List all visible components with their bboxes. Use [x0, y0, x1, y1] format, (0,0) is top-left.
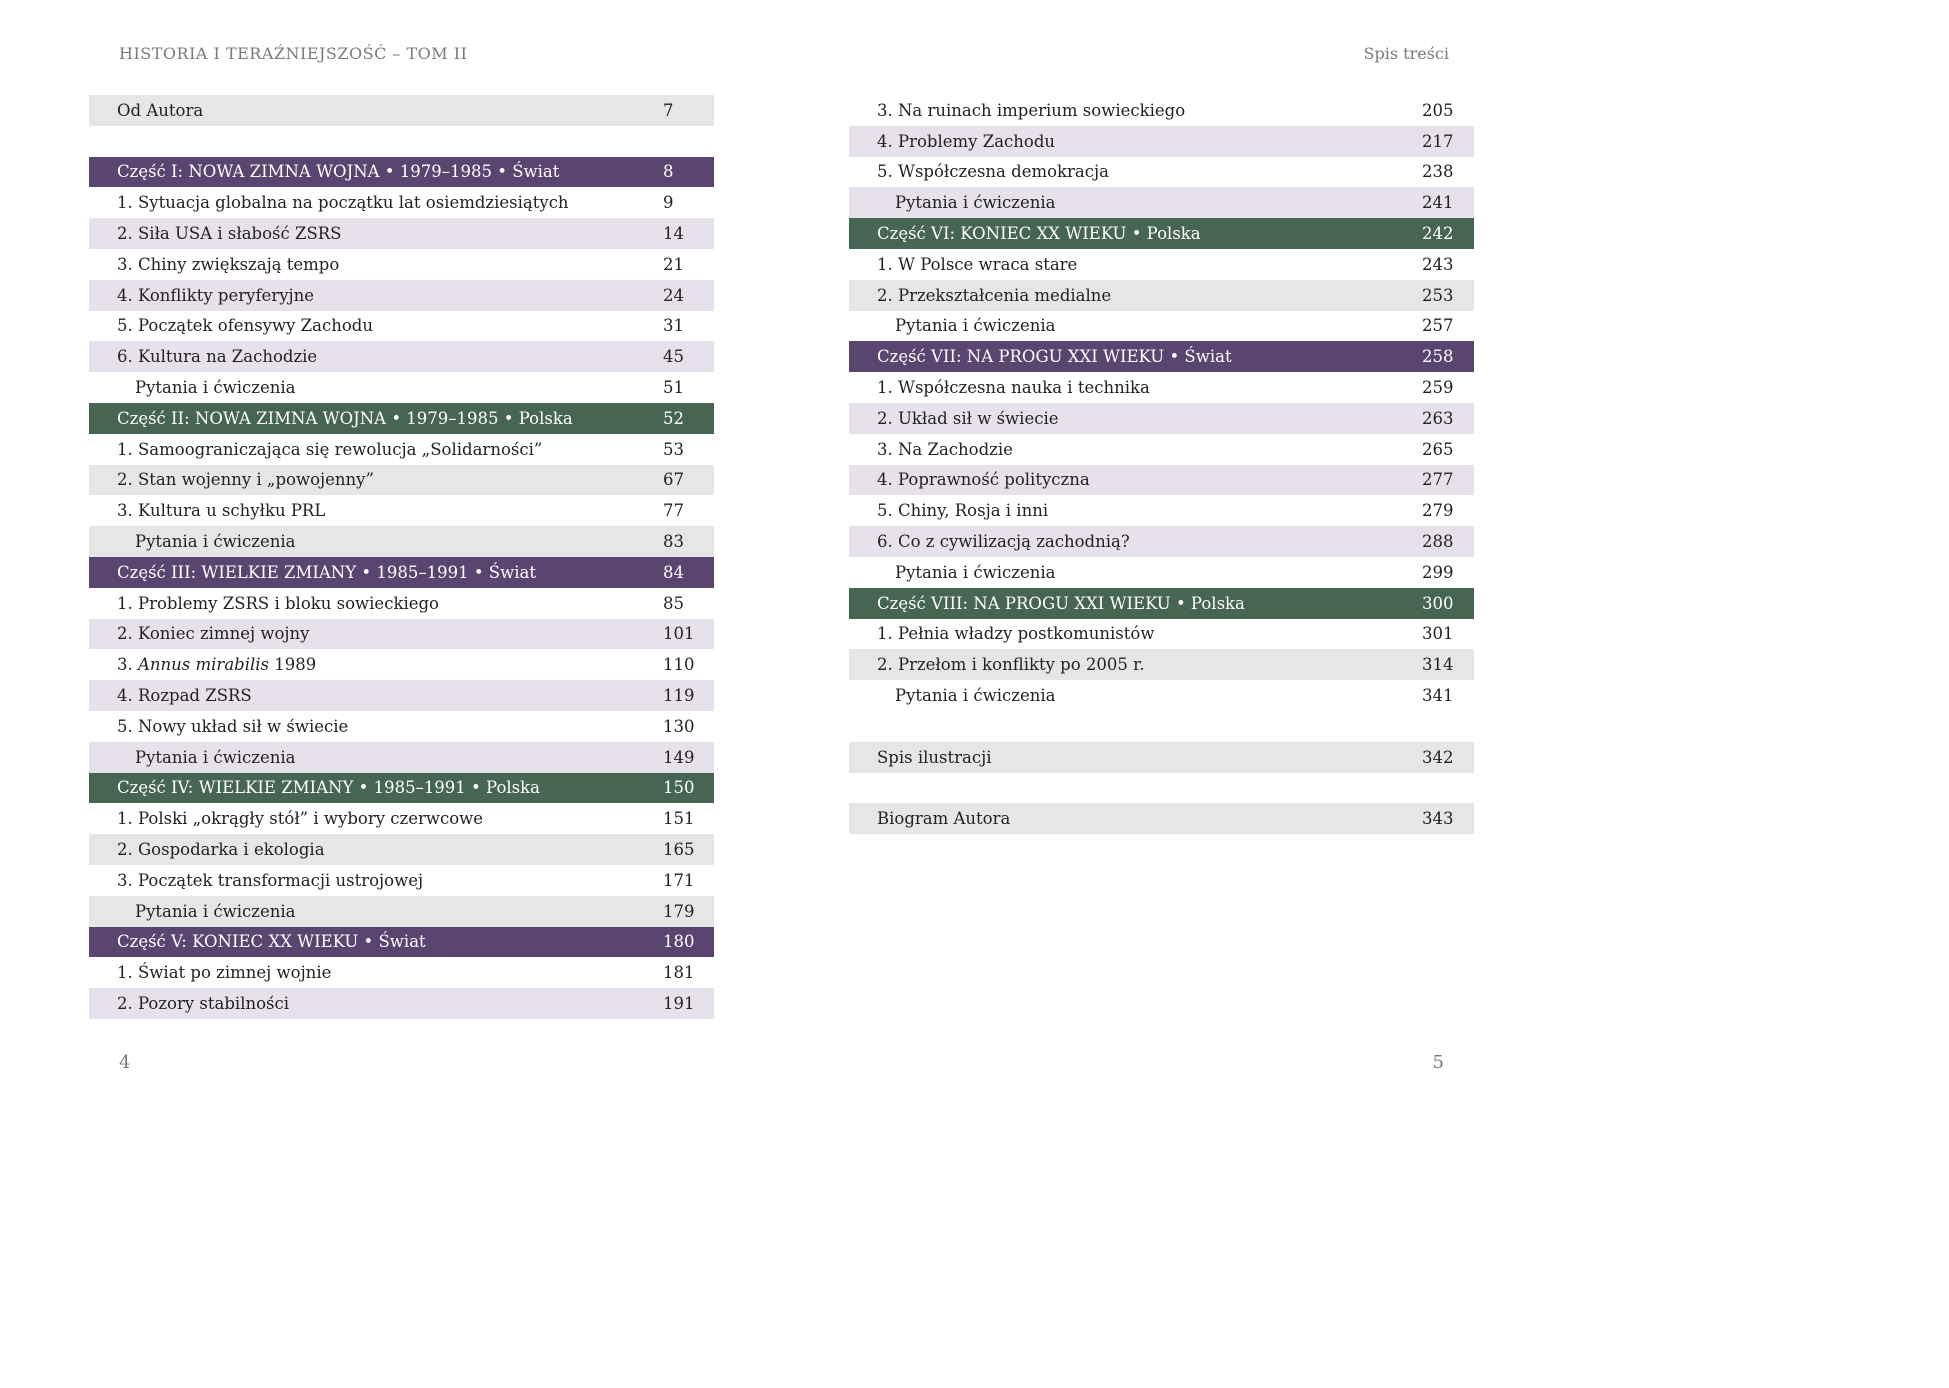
toc-entry-page: 77 [663, 501, 684, 521]
toc-entry-page: 205 [1422, 100, 1454, 120]
toc-entry-page: 238 [1422, 162, 1454, 182]
toc-entry[interactable] [89, 311, 714, 342]
toc-entry-title: 5. Początek ofensywy Zachodu [117, 316, 373, 336]
toc-entry-title: 6. Kultura na Zachodzie [117, 347, 318, 367]
toc-entry[interactable] [89, 95, 714, 126]
toc-entry[interactable] [89, 957, 714, 988]
toc-entry-title: 2. Gospodarka i ekologia [117, 840, 325, 860]
toc-entry-title: Część V: KONIEC XX WIEKU • Świat [117, 932, 426, 952]
toc-entry-title: Pytania i ćwiczenia [895, 193, 1056, 213]
toc-entry-title: Biogram Autora [877, 809, 1011, 829]
toc-part-heading[interactable] [89, 773, 714, 804]
toc-entry-title: 5. Chiny, Rosja i inni [877, 501, 1049, 521]
toc-entry-title: 3. Na ruinach imperium sowieckiego [877, 100, 1186, 120]
toc-entry[interactable] [89, 249, 714, 280]
toc-entry-title: 3. Na Zachodzie [877, 439, 1013, 459]
toc-entry-page: 84 [663, 562, 684, 582]
toc-entry[interactable] [89, 280, 714, 311]
toc-entry-page: 342 [1422, 747, 1454, 767]
toc-entry-page: 53 [663, 439, 684, 459]
toc-entry-title: 2. Stan wojenny i „powojenny” [117, 470, 374, 490]
toc-exercises-entry[interactable] [849, 680, 1474, 711]
toc-exercises-entry[interactable] [89, 526, 714, 557]
toc-entry[interactable] [89, 465, 714, 496]
toc-entry[interactable] [849, 372, 1474, 403]
toc-entry-title: Pytania i ćwiczenia [895, 686, 1056, 706]
toc-entry-page: 299 [1422, 562, 1454, 582]
toc-entry-title: 4. Problemy Zachodu [877, 131, 1056, 151]
toc-entry[interactable] [89, 588, 714, 619]
toc-entry-page: 258 [1422, 347, 1454, 367]
toc-entry[interactable] [89, 680, 714, 711]
toc-entry-page: 110 [663, 655, 695, 675]
toc-entry-page: 301 [1422, 624, 1454, 644]
page-number-left: 4 [119, 1052, 131, 1073]
toc-entry-page: 265 [1422, 439, 1454, 459]
toc-exercises-entry[interactable] [849, 557, 1474, 588]
toc-entry-page: 101 [663, 624, 695, 644]
toc-entry[interactable] [849, 803, 1474, 834]
toc-entry-title: Część I: NOWA ZIMNA WOJNA • 1979–1985 • Świat [117, 162, 560, 182]
toc-entry-page: 243 [1422, 254, 1454, 274]
toc-entry-page: 343 [1422, 809, 1454, 829]
toc-entry-page: 259 [1422, 378, 1454, 398]
toc-part-heading[interactable] [89, 557, 714, 588]
toc-entry-page: 149 [663, 747, 695, 767]
toc-part-heading[interactable] [849, 341, 1474, 372]
toc-entry-title: 5. Nowy układ sił w świecie [117, 716, 349, 736]
toc-entry-title: 2. Układ sił w świecie [877, 408, 1059, 428]
toc-entry-page: 257 [1422, 316, 1454, 336]
toc-entry-title: 3. Chiny zwiększają tempo [117, 254, 340, 274]
toc-entry-title: Część VI: KONIEC XX WIEKU • Polska [877, 224, 1201, 244]
toc-entry-title: Część III: WIELKIE ZMIANY • 1985–1991 • Świat [117, 562, 536, 582]
page-number-right: 5 [1432, 1052, 1444, 1073]
toc-entry-title: Pytania i ćwiczenia [135, 532, 296, 552]
toc-spacer [849, 773, 1474, 804]
toc-entry-page: 119 [663, 686, 695, 706]
toc-entry[interactable] [89, 988, 714, 1019]
toc-entry-page: 253 [1422, 285, 1454, 305]
toc-entry-page: 7 [663, 100, 674, 120]
toc-entry-page: 85 [663, 593, 684, 613]
toc-entry-title: Część II: NOWA ZIMNA WOJNA • 1979–1985 • Polska [117, 408, 573, 428]
toc-entry[interactable] [849, 280, 1474, 311]
toc-entry[interactable] [849, 495, 1474, 526]
toc-entry[interactable] [89, 711, 714, 742]
toc-entry[interactable] [89, 865, 714, 896]
toc-entry[interactable] [89, 341, 714, 372]
toc-entry-page: 151 [663, 809, 695, 829]
toc-entry-title: Pytania i ćwiczenia [895, 562, 1056, 582]
toc-entry-page: 191 [663, 994, 695, 1013]
toc-entry-title: 3. Początek transformacji ustrojowej [117, 870, 424, 890]
toc-entry-page: 288 [1422, 532, 1454, 552]
toc-entry-page: 83 [663, 532, 684, 552]
toc-entry-title: 2. Pozory stabilności [117, 994, 290, 1013]
toc-exercises-entry[interactable] [849, 187, 1474, 218]
toc-spacer [849, 711, 1474, 742]
toc-entry[interactable] [849, 649, 1474, 680]
toc-entry-page: 45 [663, 347, 684, 367]
toc-entry[interactable] [849, 619, 1474, 650]
toc-part-heading[interactable] [849, 588, 1474, 619]
toc-entry-title: 5. Współczesna demokracja [877, 162, 1109, 182]
toc-entry-title: 1. Samoograniczająca się rewolucja „Solidarności” [117, 439, 543, 459]
toc-entry-title: Część IV: WIELKIE ZMIANY • 1985–1991 • Polska [117, 778, 540, 798]
toc-part-heading[interactable] [89, 403, 714, 434]
toc-entry[interactable] [849, 249, 1474, 280]
toc-left-column [89, 95, 714, 1019]
toc-part-heading[interactable] [89, 157, 714, 188]
toc-entry-page: 14 [663, 224, 684, 244]
toc-entry-page: 341 [1422, 686, 1454, 706]
toc-entry-title: 4. Rozpad ZSRS [117, 686, 252, 706]
toc-entry[interactable] [89, 649, 714, 680]
toc-entry-title: Część VII: NA PROGU XXI WIEKU • Świat [877, 347, 1232, 367]
toc-entry[interactable] [89, 495, 714, 526]
toc-entry-page: 180 [663, 932, 695, 952]
toc-entry[interactable] [89, 218, 714, 249]
toc-entry[interactable] [89, 834, 714, 865]
toc-entry-page: 179 [663, 901, 695, 921]
toc-entry-page: 314 [1422, 655, 1454, 675]
toc-entry-page: 181 [663, 963, 695, 983]
toc-entry-title: 1. Polski „okrągły stół” i wybory czerwcowe [117, 809, 484, 829]
running-header-book-title: HISTORIA I TERAŹNIEJSZOŚĆ – TOM II [119, 44, 468, 63]
toc-entry[interactable] [849, 126, 1474, 157]
toc-entry-page: 130 [663, 716, 695, 736]
toc-entry-page: 165 [663, 840, 695, 860]
toc-entry-title: 1. Świat po zimnej wojnie [117, 963, 332, 983]
toc-entry[interactable] [89, 434, 714, 465]
toc-entry-page: 8 [663, 162, 674, 182]
toc-entry-page: 24 [663, 285, 684, 305]
toc-entry-page: 67 [663, 470, 684, 490]
toc-entry-page: 52 [663, 408, 684, 428]
toc-entry-title: Od Autora [117, 100, 204, 120]
toc-entry-page: 277 [1422, 470, 1454, 490]
toc-entry-page: 150 [663, 778, 695, 798]
toc-entry-title: 2. Przekształcenia medialne [877, 285, 1112, 305]
toc-entry-page: 242 [1422, 224, 1454, 244]
toc-entry-title: 2. Koniec zimnej wojny [117, 624, 310, 644]
toc-exercises-entry[interactable] [89, 372, 714, 403]
toc-entry-title: 2. Przełom i konflikty po 2005 r. [877, 655, 1145, 675]
toc-entry-page: 300 [1422, 593, 1454, 613]
toc-entry[interactable] [89, 803, 714, 834]
toc-entry[interactable] [849, 526, 1474, 557]
toc-entry-title: 1. W Polsce wraca stare [877, 254, 1078, 274]
toc-entry-title: Część VIII: NA PROGU XXI WIEKU • Polska [877, 593, 1245, 613]
toc-entry[interactable] [849, 157, 1474, 188]
toc-entry-title: 3. Annus mirabilis 1989 [117, 655, 317, 675]
toc-entry-title: 1. Problemy ZSRS i bloku sowieckiego [117, 593, 439, 613]
toc-entry-title: 4. Konflikty peryferyjne [117, 285, 315, 305]
toc-entry-page: 21 [663, 254, 684, 274]
toc-part-heading[interactable] [849, 218, 1474, 249]
toc-entry-page: 279 [1422, 501, 1454, 521]
toc-entry-page: 9 [663, 193, 674, 213]
toc-entry-page: 51 [663, 378, 684, 398]
toc-entry[interactable] [849, 465, 1474, 496]
toc-exercises-entry[interactable] [849, 311, 1474, 342]
toc-entry-title: 1. Współczesna nauka i technika [877, 378, 1150, 398]
toc-exercises-entry[interactable] [89, 896, 714, 927]
toc-entry-page: 31 [663, 316, 684, 336]
toc-entry[interactable] [849, 434, 1474, 465]
toc-entry-title: Pytania i ćwiczenia [135, 378, 296, 398]
toc-entry[interactable] [849, 742, 1474, 773]
toc-entry-title: 1. Pełnia władzy postkomunistów [877, 624, 1155, 644]
toc-spacer [89, 126, 714, 157]
toc-entry[interactable] [89, 187, 714, 218]
toc-entry-title: Pytania i ćwiczenia [895, 316, 1056, 336]
toc-entry[interactable] [849, 403, 1474, 434]
toc-exercises-entry[interactable] [89, 742, 714, 773]
toc-entry-page: 263 [1422, 408, 1454, 428]
toc-right-column [849, 95, 1474, 834]
running-header-section-title: Spis treści [1363, 44, 1449, 63]
toc-entry[interactable] [89, 619, 714, 650]
toc-entry-title: 4. Poprawność polityczna [877, 470, 1090, 490]
toc-entry-page: 241 [1422, 193, 1454, 213]
toc-entry-title: 1. Sytuacja globalna na początku lat osiemdziesiątych [117, 193, 569, 213]
toc-part-heading[interactable] [89, 927, 714, 958]
toc-entry-title: 6. Co z cywilizacją zachodnią? [877, 532, 1130, 552]
toc-entry-page: 217 [1422, 131, 1454, 151]
toc-entry-title: 2. Siła USA i słabość ZSRS [117, 224, 342, 244]
toc-entry-title: Pytania i ćwiczenia [135, 901, 296, 921]
toc-entry-title: Spis ilustracji [877, 747, 992, 767]
toc-entry-title: 3. Kultura u schyłku PRL [117, 501, 326, 521]
toc-entry-page: 171 [663, 870, 695, 890]
toc-entry[interactable] [849, 95, 1474, 126]
toc-entry-title: Pytania i ćwiczenia [135, 747, 296, 767]
